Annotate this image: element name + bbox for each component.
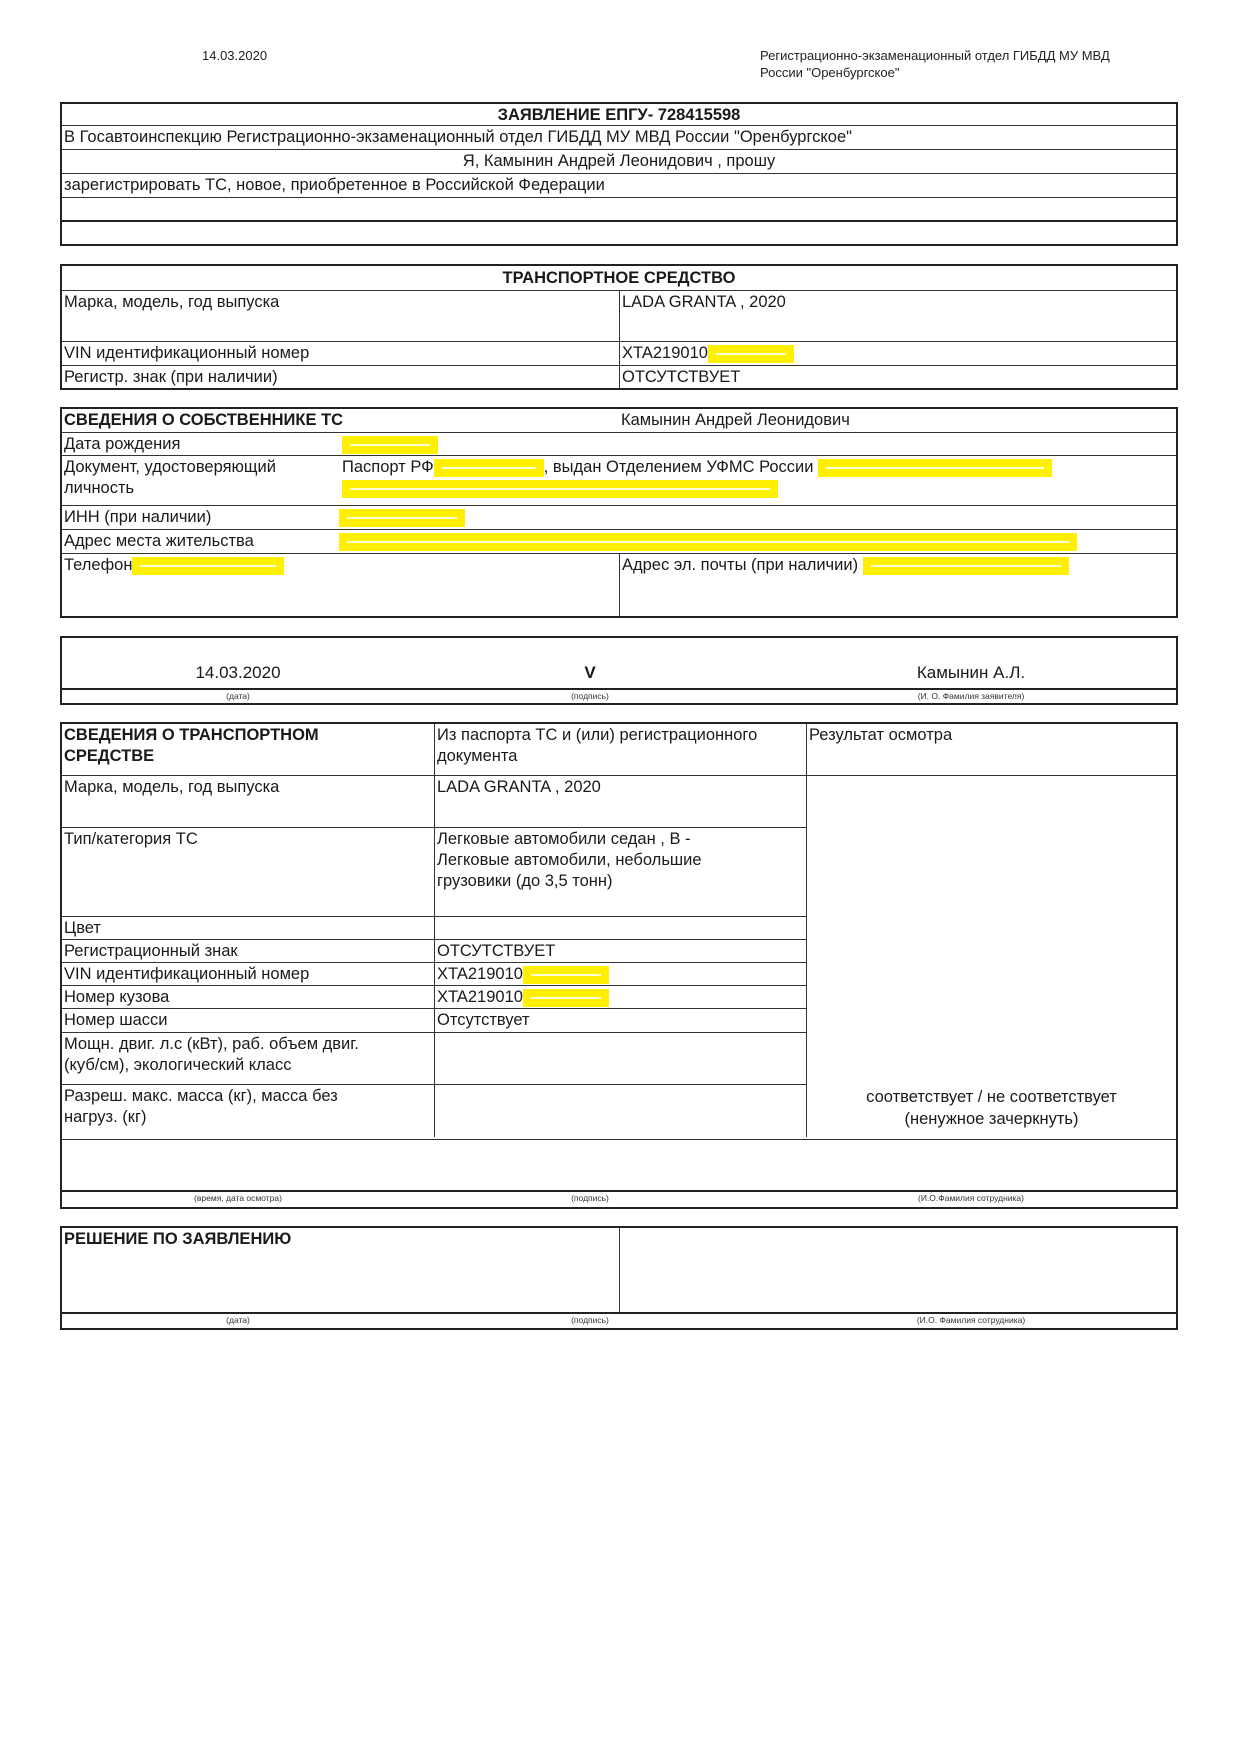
inspection-result-text (807, 1086, 1176, 1130)
vehicle-title-row (62, 266, 1176, 291)
redaction-passport-number (434, 459, 544, 477)
decision-caption-row (62, 1314, 1176, 1328)
inspection-signature-row (62, 1139, 1176, 1192)
vehicle-title: ТРАНСПОРТНОЕ СРЕДСТВО (502, 269, 736, 287)
insp-vin-row (62, 963, 806, 986)
vehicle-vin-value: XTA219010 (622, 344, 708, 362)
applicant-text: Я, Камынин Андрей Леонидович , прошу (462, 152, 776, 170)
inspection-result-2: (ненужное зачеркнуть) (904, 1110, 1079, 1128)
owner-address-cell (337, 530, 1176, 553)
insp-power-label-2: (куб/см), экологический класс (64, 1056, 292, 1074)
owner-document-label (62, 456, 342, 505)
owner-inn-cell (337, 506, 1176, 529)
insp-body-row (62, 986, 806, 1009)
owner-document-row (62, 456, 1176, 506)
signature-mark-cell (414, 638, 766, 688)
insp-type-row (62, 828, 806, 917)
signature-name-cell (766, 638, 1176, 688)
insp-make-value: LADA GRANTA , 2020 (434, 776, 806, 827)
request-text: зарегистрировать ТС, новое, приобретенное в Российской Федерации (64, 176, 605, 194)
inspection-result-header: Результат осмотра (806, 724, 1176, 775)
owner-document-issuer: , выдан Отделением УФМС России (543, 458, 814, 476)
insp-chassis-value: Отсутствует (434, 1009, 806, 1032)
request-row (62, 174, 1176, 198)
redaction-inn (339, 509, 465, 527)
insp-mass-value (434, 1085, 806, 1137)
vehicle-make-label: Марка, модель, год выпуска (64, 293, 280, 311)
insp-mass-label-2: нагруз. (кг) (64, 1108, 147, 1126)
signature-mark: V (584, 663, 596, 682)
decision-block (60, 1226, 1178, 1330)
redaction-phone (132, 557, 284, 575)
insp-body-cell (434, 986, 806, 1008)
signature-caption-row (62, 690, 1176, 703)
insp-make-label: Марка, модель, год выпуска (64, 778, 280, 796)
insp-color-value (434, 917, 806, 939)
redaction-address (339, 533, 1077, 551)
redaction-vin (708, 345, 794, 363)
owner-document-label-2: личность (64, 479, 135, 497)
insp-type-value (434, 828, 806, 916)
insp-plate-label: Регистрационный знак (64, 942, 238, 960)
caption-decision-officer: (И.О. Фамилия сотрудника) (916, 1315, 1026, 1325)
owner-document-prefix: Паспорт РФ (342, 458, 434, 476)
blank-row-1 (62, 198, 1176, 222)
insp-chassis-row (62, 1009, 806, 1033)
vehicle-vin-cell (619, 342, 1176, 365)
insp-type-label: Тип/категория ТС (64, 830, 198, 848)
applicant-signature-block (60, 636, 1178, 705)
owner-birth-row (62, 433, 1176, 456)
owner-phone-cell (62, 554, 619, 616)
insp-body-value: XTA219010 (437, 988, 523, 1006)
inspection-source-2: документа (437, 747, 518, 765)
owner-contact-row (62, 554, 1176, 616)
insp-type-value-3: грузовики (до 3,5 тонн) (437, 872, 613, 890)
owner-document-value (340, 456, 1176, 505)
inspection-title-1: СВЕДЕНИЯ О ТРАНСПОРТНОМ (64, 726, 319, 744)
inspection-source-1: Из паспорта ТС и (или) регистрационного (437, 726, 758, 744)
header-department-line1: Регистрационно-экзаменационный отдел ГИБДД МУ МВД (760, 48, 1110, 63)
vehicle-plate-row (62, 366, 1176, 388)
inspection-rows (62, 776, 806, 1137)
insp-chassis-label: Номер шасси (64, 1011, 168, 1029)
insp-type-value-2: Легковые автомобили, небольшие (437, 851, 702, 869)
insp-mass-label-1: Разреш. макс. масса (кг), масса без (64, 1087, 338, 1105)
application-title: ЗАЯВЛЕНИЕ ЕПГУ- 728415598 (497, 106, 741, 124)
inspection-body (62, 776, 1176, 1139)
redaction-birth (342, 436, 438, 454)
insp-make-row (62, 776, 806, 828)
inspection-source (434, 724, 806, 775)
vehicle-vin-label: VIN идентификационный номер (64, 344, 310, 362)
caption-date: (дата) (226, 691, 250, 701)
caption-inspection-time: (время, дата осмотра) (194, 1193, 282, 1203)
vehicle-block (60, 264, 1178, 390)
signature-row (62, 638, 1176, 690)
insp-mass-row (62, 1085, 806, 1137)
owner-name: Камынин Андрей Леонидович (621, 411, 850, 429)
owner-email-label: Адрес эл. почты (при наличии) (622, 556, 859, 574)
insp-power-row (62, 1033, 806, 1085)
owner-title-row (62, 409, 1176, 433)
inspection-title-2: СРЕДСТВЕ (64, 747, 155, 765)
owner-inn-row (62, 506, 1176, 530)
owner-birth-label: Дата рождения (64, 435, 181, 453)
signature-name: Камынин А.Л. (916, 663, 1026, 682)
insp-vin-label: VIN идентификационный номер (64, 965, 310, 983)
signature-date-cell (62, 638, 414, 688)
caption-applicant-name: (И. О. Фамилия заявителя) (917, 691, 1025, 701)
caption-inspection-officer: (И.О.Фамилия сотрудника) (918, 1193, 1024, 1203)
inspection-header-row (62, 724, 1176, 776)
vehicle-make-value: LADA GRANTA , 2020 (619, 291, 1176, 341)
caption-inspection-signature: (подпись) (571, 1193, 609, 1203)
owner-document-label-1: Документ, удостоверяющий (64, 458, 276, 476)
insp-color-label: Цвет (64, 919, 101, 937)
inspection-result-cell (806, 776, 1176, 1137)
insp-type-value-1: Легковые автомобили седан , B - (437, 830, 691, 848)
vehicle-make-row (62, 291, 1176, 342)
owner-birth-cell (340, 433, 1176, 455)
inspection-title (62, 724, 434, 775)
redaction-issuer (818, 459, 1052, 477)
insp-power-label (62, 1033, 434, 1084)
inspection-caption-row (62, 1192, 1176, 1205)
vehicle-plate-label: Регистр. знак (при наличии) (64, 368, 278, 386)
decision-title: РЕШЕНИЕ ПО ЗАЯВЛЕНИЮ (64, 1230, 292, 1248)
header-department-line2: России "Оренбургское" (760, 65, 900, 80)
application-block (60, 102, 1178, 246)
insp-body-label: Номер кузова (64, 988, 170, 1006)
redaction-insp-vin (523, 966, 609, 984)
owner-address-row (62, 530, 1176, 554)
insp-plate-row (62, 940, 806, 963)
insp-vin-cell (434, 963, 806, 985)
owner-address-label: Адрес места жительства (64, 532, 254, 550)
redaction-insp-body (523, 989, 609, 1007)
insp-power-label-1: Мощн. двиг. л.с (кВт), раб. объем двиг. (64, 1035, 359, 1053)
blank-row-2 (62, 222, 1176, 244)
decision-row (62, 1228, 1176, 1314)
redaction-email (863, 557, 1069, 575)
redaction-document-details (342, 480, 778, 498)
owner-email-cell (619, 554, 1176, 616)
inspection-block (60, 722, 1178, 1209)
caption-decision-signature: (подпись) (571, 1315, 609, 1325)
owner-inn-label: ИНН (при наличии) (64, 508, 212, 526)
recipient-row (62, 126, 1176, 150)
vehicle-plate-value: ОТСУТСТВУЕТ (619, 366, 1176, 388)
recipient-text: В Госавтоинспекцию Регистрационно-экзаменационный отдел ГИБДД МУ МВД России "Оренбургское" (64, 128, 852, 146)
owner-block (60, 407, 1178, 618)
header-date: 14.03.2020 (202, 48, 268, 63)
inspection-result-1: соответствует / не соответствует (866, 1088, 1117, 1106)
insp-plate-value: ОТСУТСТВУЕТ (434, 940, 806, 962)
owner-title: СВЕДЕНИЯ О СОБСТВЕННИКЕ ТС (64, 411, 344, 429)
decision-value (619, 1228, 1176, 1312)
vehicle-vin-row (62, 342, 1176, 366)
insp-power-value (434, 1033, 806, 1084)
insp-color-row (62, 917, 806, 940)
owner-phone-label: Телефон (64, 556, 133, 574)
insp-vin-value: XTA219010 (437, 965, 523, 983)
insp-mass-label (62, 1085, 434, 1137)
caption-signature: (подпись) (571, 691, 609, 701)
application-title-row (62, 104, 1176, 126)
signature-date: 14.03.2020 (195, 663, 281, 682)
applicant-row (62, 150, 1176, 174)
caption-decision-date: (дата) (226, 1315, 250, 1325)
